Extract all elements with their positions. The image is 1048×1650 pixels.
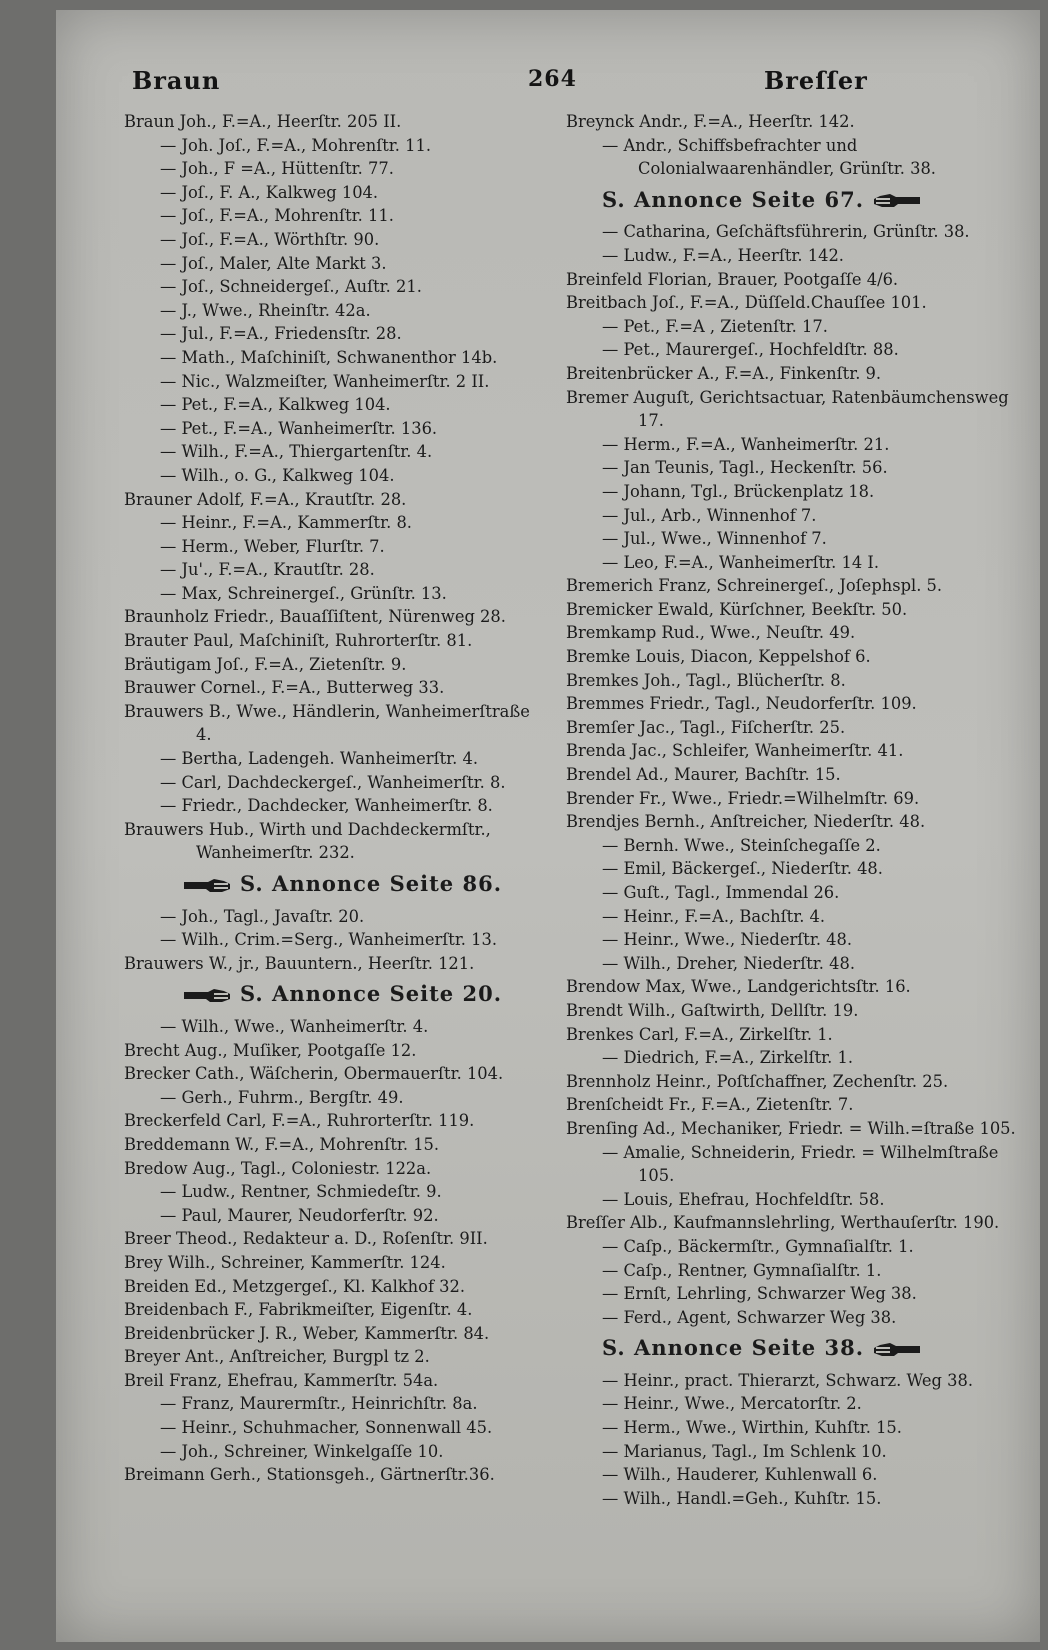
directory-entry: Breidenbach F., Fabrikmeiſter, Eigenſtr. 4. <box>124 1300 473 1320</box>
directory-entry: Bremſer Jac., Tagl., Fiſcherſtr. 25. <box>566 717 846 737</box>
directory-subentry: — Guſt., Tagl., Immendal 26. <box>602 883 840 902</box>
directory-subentry: — Ju'., F.=A., Krautſtr. 28. <box>160 560 375 580</box>
directory-subentry: — Joſ., F. A., Kalkweg 104. <box>160 182 379 202</box>
directory-entry: Brecker Cath., Wäſcherin, Obermauerſtr. 104. <box>124 1064 504 1084</box>
directory-subentry: — Jul., Wwe., Winnenhof 7. <box>602 529 827 549</box>
directory-subentry: — Wilh., Wwe., Wanheimerſtr. 4. <box>160 1016 429 1036</box>
directory-entry: Brenſcheidt Fr., F.=A., Zietenſtr. 7. <box>566 1095 854 1115</box>
left-column <box>124 110 542 1487</box>
directory-subentry: — Carl, Dachdeckergeſ., Wanheimerſtr. 8. <box>160 772 506 792</box>
pointing-hand-icon <box>874 194 920 208</box>
directory-entry: Breyer Ant., Anſtreicher, Burgpl tz 2. <box>124 1347 430 1367</box>
directory-entry: Brauner Adolf, F.=A., Krautſtr. 28. <box>124 489 407 509</box>
directory-entry: Brauwers Hub., Wirth und Dachdeckermſtr., Wanheimerſtr. 232. <box>124 819 491 863</box>
running-head-left: Braun <box>132 66 221 95</box>
directory-subentry: — Herm., Weber, Flurſtr. 7. <box>160 536 385 556</box>
directory-subentry: — Joh., F =A., Hüttenſtr. 77. <box>160 159 394 179</box>
directory-subentry: — Herm., Wwe., Wirthin, Kuhſtr. 15. <box>602 1418 902 1438</box>
directory-subentry: — Marianus, Tagl., Im Schlenk 10. <box>602 1441 887 1461</box>
directory-subentry: — Wilh., F.=A., Thiergartenſtr. 4. <box>160 442 433 462</box>
directory-subentry: — Ludw., Rentner, Schmiedeſtr. 9. <box>160 1182 442 1202</box>
directory-subentry: — Wilh., o. G., Kalkweg 104. <box>160 465 395 485</box>
directory-entry: Breynck Andr., F.=A., Heerſtr. 142. <box>566 112 855 131</box>
directory-subentry: — Joh., Schreiner, Winkelgaſſe 10. <box>160 1441 444 1461</box>
directory-subentry: — Jan Teunis, Tagl., Heckenſtr. 56. <box>602 458 888 478</box>
directory-subentry: — Diedrich, F.=A., Zirkelſtr. 1. <box>602 1048 854 1068</box>
directory-entry: Brenda Jac., Schleifer, Wanheimerſtr. 41. <box>566 741 904 761</box>
pointing-hand-icon <box>874 1343 920 1357</box>
directory-subentry: — Bertha, Ladengeh. Wanheimerſtr. 4. <box>160 749 479 769</box>
page-number: 264 <box>528 66 577 92</box>
directory-subentry: — Emil, Bäckergeſ., Niederſtr. 48. <box>602 859 883 879</box>
directory-subentry: — Herm., F.=A., Wanheimerſtr. 21. <box>602 434 890 454</box>
directory-entry: Breſſer Alb., Kaufmannslehrling, Werthauſerſtr. 190. <box>566 1213 1000 1233</box>
directory-subentry: — Pet., F.=A., Kalkweg 104. <box>160 395 391 415</box>
directory-entry: Brendow Max, Wwe., Landgerichtsſtr. 16. <box>566 977 911 997</box>
directory-subentry: — Joſ., Schneidergeſ., Auſtr. 21. <box>160 277 422 297</box>
directory-entry: Breidenbrücker J. R., Weber, Kammerſtr. 84. <box>124 1323 490 1343</box>
directory-entry: Bräutigam Joſ., F.=A., Zietenſtr. 9. <box>124 654 407 674</box>
directory-subentry: — Louis, Ehefrau, Hochfeldſtr. 58. <box>602 1189 885 1209</box>
directory-subentry: — Joh. Joſ., F.=A., Mohrenſtr. 11. <box>160 135 432 155</box>
directory-subentry: — Joh., Tagl., Javaſtr. 20. <box>160 906 365 926</box>
directory-subentry: — Joſ., Maler, Alte Markt 3. <box>160 253 387 273</box>
directory-entry: Brey Wilh., Schreiner, Kammerſtr. 124. <box>124 1252 446 1272</box>
running-head-right: Breſſer <box>764 66 868 95</box>
directory-subentry: — Pet., F.=A , Zietenſtr. 17. <box>602 316 828 336</box>
directory-subentry: — Pet., F.=A., Wanheimerſtr. 136. <box>160 418 438 438</box>
directory-entry: Breer Theod., Redakteur a. D., Roſenſtr. 9II. <box>124 1229 488 1249</box>
annonce-reference <box>124 982 542 1006</box>
directory-subentry: — Paul, Maurer, Neudorferſtr. 92. <box>160 1205 439 1225</box>
annonce-text: S. Annonce Seite 20. <box>240 981 503 1007</box>
directory-entry: Breil Franz, Ehefrau, Kammerſtr. 54a. <box>124 1370 439 1390</box>
directory-entry: Braun Joh., F.=A., Heerſtr. 205 II. <box>124 112 402 131</box>
directory-subentry: — Caſp., Rentner, Gymnaſialſtr. 1. <box>602 1260 882 1280</box>
directory-entry: Brauwers W., jr., Bauuntern., Heerſtr. 121. <box>124 953 475 973</box>
directory-entry: Breckerfeld Carl, F.=A., Ruhrorterſtr. 119. <box>124 1111 475 1131</box>
directory-subentry: — Nic., Walzmeiſter, Wanheimerſtr. 2 II. <box>160 371 490 391</box>
annonce-text: S. Annonce Seite 67. <box>602 186 865 212</box>
annonce-reference <box>124 872 542 896</box>
directory-entry: Breimann Gerh., Stationsgeh., Gärtnerſtr.36. <box>124 1465 495 1485</box>
right-column <box>566 110 1021 1510</box>
directory-subentry: — Math., Maſchiniſt, Schwanenthor 14b. <box>160 347 498 367</box>
directory-entry: Brauter Paul, Maſchiniſt, Ruhrorterſtr. 81. <box>124 631 473 651</box>
directory-entry: Bremkamp Rud., Wwe., Neuſtr. 49. <box>566 623 856 643</box>
directory-subentry: — Amalie, Schneiderin, Friedr. = Wilhelmſtraße 105. <box>602 1142 999 1186</box>
annonce-reference <box>566 1336 1021 1360</box>
directory-entry: Brendt Wilh., Gaſtwirth, Dellſtr. 19. <box>566 1000 859 1020</box>
directory-entry: Brenkes Carl, F.=A., Zirkelſtr. 1. <box>566 1024 833 1044</box>
directory-subentry: — Catharina, Geſchäftsführerin, Grünſtr. 38. <box>602 222 970 242</box>
directory-subentry: — Friedr., Dachdecker, Wanheimerſtr. 8. <box>160 796 493 816</box>
directory-entry: Brauwer Cornel., F.=A., Butterweg 33. <box>124 678 445 698</box>
directory-entry: Bremkes Joh., Tagl., Blücherſtr. 8. <box>566 670 846 690</box>
directory-entry: Brecht Aug., Muſiker, Pootgaſſe 12. <box>124 1040 417 1060</box>
directory-subentry: — Andr., Schiffsbefrachter und Colonialwaarenhändler, Grünſtr. 38. <box>602 135 936 179</box>
directory-entry: Bredow Aug., Tagl., Coloniestr. 122a. <box>124 1158 432 1178</box>
annonce-text: S. Annonce Seite 86. <box>240 871 503 896</box>
directory-subentry: — Heinr., pract. Thierarzt, Schwarz. Weg 38. <box>602 1370 974 1390</box>
directory-subentry: — Jul., Arb., Winnenhof 7. <box>602 505 817 525</box>
directory-entry: Breinfeld Florian, Brauer, Pootgaſſe 4/6. <box>566 269 899 289</box>
directory-subentry: — Gerh., Fuhrm., Bergſtr. 49. <box>160 1087 404 1107</box>
directory-subentry: — Joſ., F.=A., Mohrenſtr. 11. <box>160 206 394 226</box>
directory-entry: Breddemann W., F.=A., Mohrenſtr. 15. <box>124 1134 440 1154</box>
directory-subentry: — J., Wwe., Rheinſtr. 42a. <box>160 300 371 320</box>
directory-entry: Brendjes Bernh., Anſtreicher, Niederſtr. 48. <box>566 812 926 832</box>
directory-subentry: — Wilh., Dreher, Niederſtr. 48. <box>602 953 856 973</box>
directory-subentry: — Ludw., F.=A., Heerſtr. 142. <box>602 245 844 265</box>
directory-entry: Breitbach Joſ., F.=A., Düſſeld.Chauſſee 101. <box>566 293 927 313</box>
directory-entry: Bremicker Ewald, Kürſchner, Beekſtr. 50. <box>566 599 908 619</box>
directory-entry: Bremke Louis, Diacon, Keppelshof 6. <box>566 647 871 667</box>
directory-entry: Bremmes Friedr., Tagl., Neudorferſtr. 109. <box>566 694 917 714</box>
directory-subentry: — Leo, F.=A., Wanheimerſtr. 14 I. <box>602 552 880 572</box>
directory-subentry: — Pet., Maurergeſ., Hochfeldſtr. 88. <box>602 340 899 360</box>
directory-subentry: — Johann, Tgl., Brückenplatz 18. <box>602 481 875 501</box>
directory-subentry: — Heinr., F.=A., Kammerſtr. 8. <box>160 513 412 533</box>
directory-entry: Breitenbrücker A., F.=A., Finkenſtr. 9. <box>566 363 882 383</box>
directory-entry: Brauwers B., Wwe., Händlerin, Wanheimerſtraße 4. <box>124 701 530 745</box>
pointing-hand-icon <box>184 989 230 1003</box>
pointing-hand-icon <box>184 879 230 893</box>
directory-subentry: — Max, Schreinergeſ., Grünſtr. 13. <box>160 583 447 603</box>
directory-subentry: — Jul., F.=A., Friedensſtr. 28. <box>160 324 402 344</box>
directory-subentry: — Caſp., Bäckermſtr., Gymnaſialſtr. 1. <box>602 1236 914 1256</box>
directory-subentry: — Franz, Maurermſtr., Heinrichſtr. 8a. <box>160 1394 478 1414</box>
directory-page <box>56 10 1040 1642</box>
directory-entry: Brennholz Heinr., Poſtſchaffner, Zechenſtr. 25. <box>566 1071 949 1091</box>
directory-subentry: — Wilh., Crim.=Serg., Wanheimerſtr. 13. <box>160 930 498 950</box>
directory-subentry: — Wilh., Hauderer, Kuhlenwall 6. <box>602 1465 878 1485</box>
directory-entry: Brenſing Ad., Mechaniker, Friedr. = Wilh.=ſtraße 105. <box>566 1118 1016 1138</box>
directory-subentry: — Joſ., F.=A., Wörthſtr. 90. <box>160 229 380 249</box>
directory-subentry: — Heinr., Wwe., Niederſtr. 48. <box>602 930 853 950</box>
directory-subentry: — Heinr., Schuhmacher, Sonnenwall 45. <box>160 1418 493 1438</box>
directory-entry: Bremer Auguſt, Gerichtsactuar, Ratenbäumchensweg 17. <box>566 387 1009 431</box>
annonce-text: S. Annonce Seite 38. <box>602 1335 865 1361</box>
directory-subentry: — Ferd., Agent, Schwarzer Weg 38. <box>602 1307 897 1327</box>
directory-entry: Braunholz Friedr., Bauaſſiſtent, Nürenweg 28. <box>124 607 506 627</box>
directory-subentry: — Ernſt, Lehrling, Schwarzer Weg 38. <box>602 1284 917 1304</box>
directory-subentry: — Heinr., F.=A., Bachſtr. 4. <box>602 906 826 926</box>
directory-subentry: — Wilh., Handl.=Geh., Kuhſtr. 15. <box>602 1488 882 1508</box>
directory-subentry: — Heinr., Wwe., Mercatorſtr. 2. <box>602 1394 862 1414</box>
directory-subentry: — Bernh. Wwe., Steinſchegaſſe 2. <box>602 835 881 855</box>
directory-entry: Breiden Ed., Metzgergeſ., Kl. Kalkhof 32. <box>124 1276 466 1296</box>
directory-entry: Bremerich Franz, Schreinergeſ., Joſephspl. 5. <box>566 576 943 596</box>
annonce-reference <box>566 188 1021 212</box>
directory-entry: Brendel Ad., Maurer, Bachſtr. 15. <box>566 765 841 785</box>
directory-entry: Brender Fr., Wwe., Friedr.=Wilhelmſtr. 69. <box>566 788 920 808</box>
